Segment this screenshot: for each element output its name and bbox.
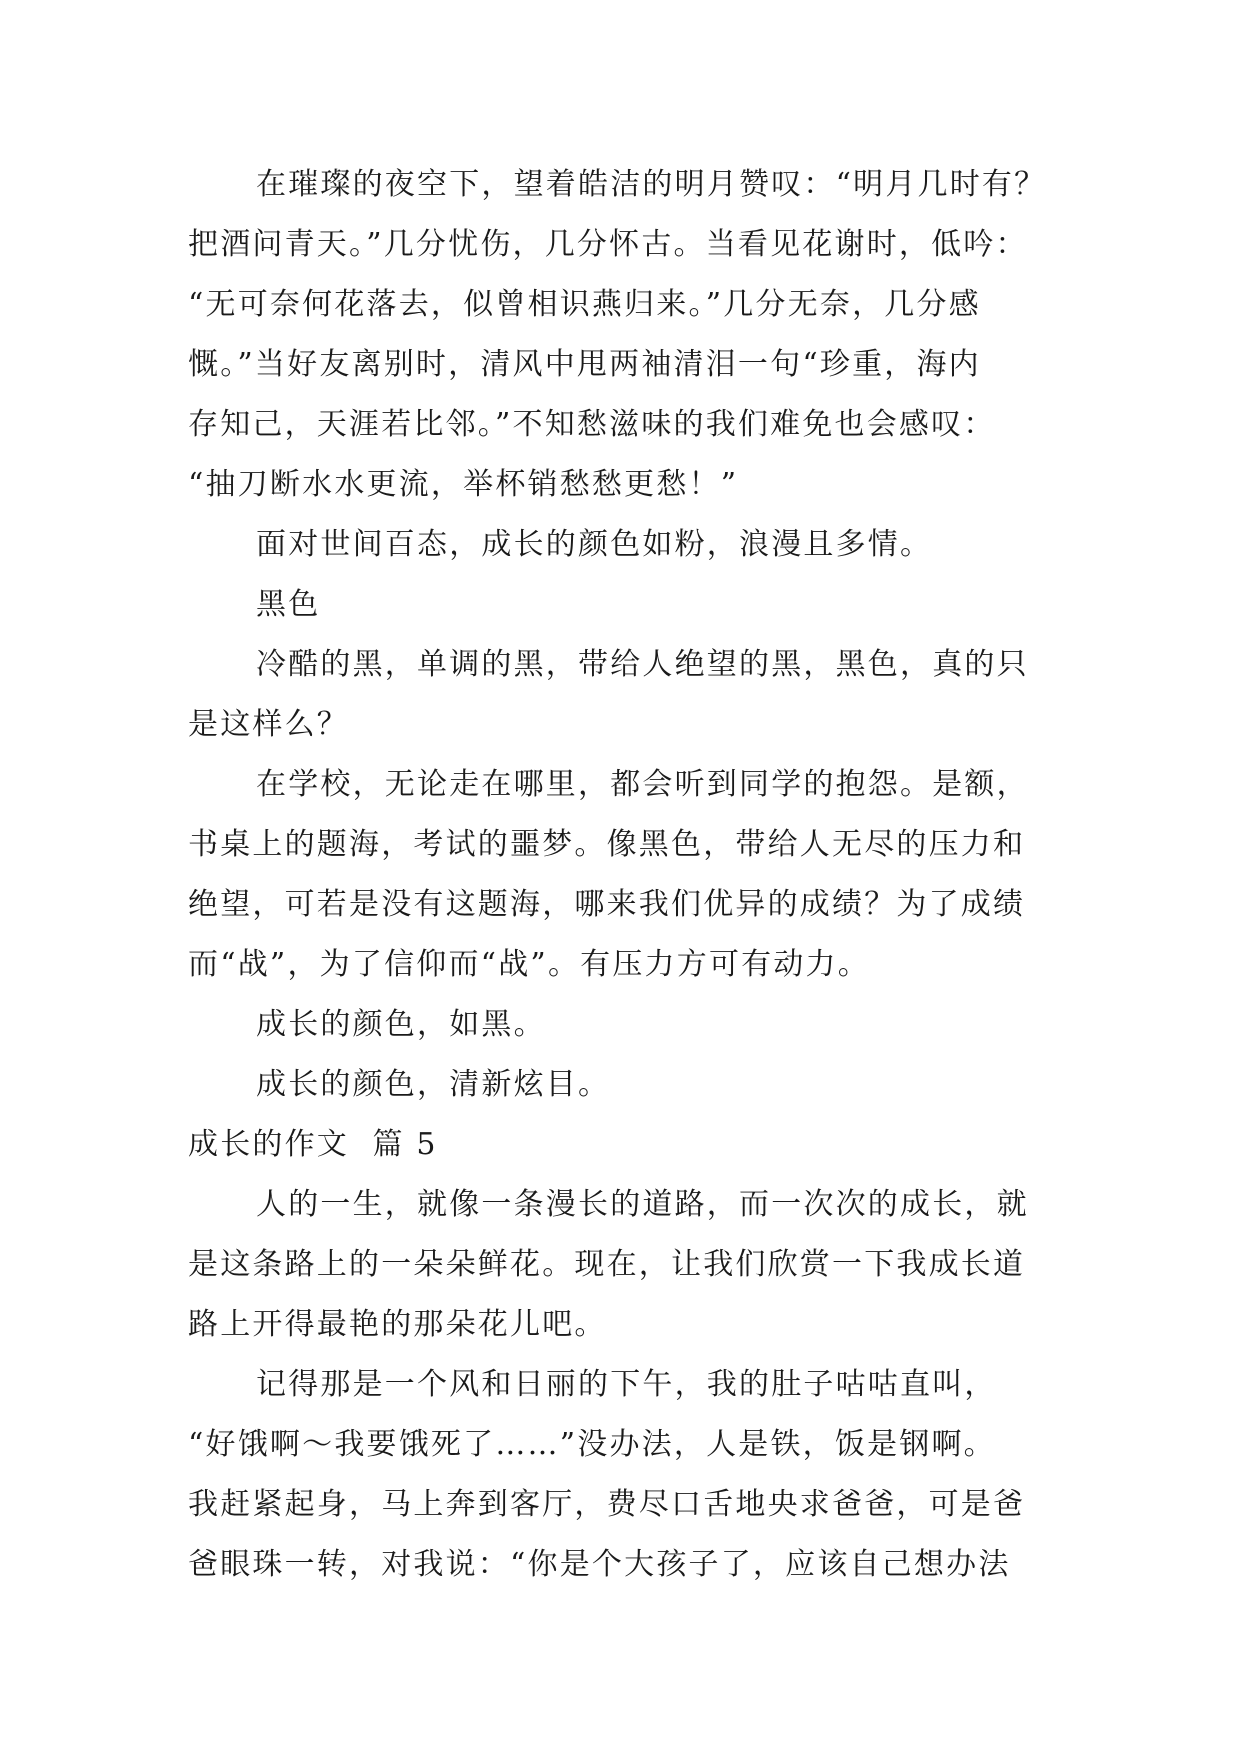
- paragraph-line: 是这条路上的一朵朵鲜花。现在，让我们欣赏一下我成长道: [188, 1247, 1026, 1282]
- paragraph-line: 成长的颜色，清新炫目。: [256, 1067, 611, 1102]
- paragraph-line: 我赶紧起身，马上奔到客厅，费尽口舌地央求爸爸，可是爸: [188, 1487, 1026, 1522]
- paragraph-line: 把酒问青天。”几分忧伤，几分怀古。当看见花谢时，低吟：: [188, 227, 1028, 262]
- paragraph-line: 在璀璨的夜空下，望着皓洁的明月赞叹：“明月几时有？: [256, 167, 1047, 202]
- paragraph-line: 是这样么？: [188, 707, 349, 742]
- section-heading: 黑色: [256, 587, 321, 622]
- paragraph-line: 冷酷的黑，单调的黑，带给人绝望的黑，黑色，真的只: [256, 647, 1029, 682]
- paragraph-line: 存知己，天涯若比邻。”不知愁滋味的我们难免也会感叹：: [188, 407, 996, 442]
- paragraph-line: 爸眼珠一转，对我说：“你是个大孩子了，应该自己想办法: [188, 1547, 1011, 1582]
- paragraph-line: 面对世间百态，成长的颜色如粉，浪漫且多情。: [256, 527, 933, 562]
- paragraph-line: 慨。”当好友离别时，清风中甩两袖清泪一句“珍重，海内: [188, 347, 981, 382]
- paragraph-line: “无可奈何花落去，似曾相识燕归来。”几分无奈，几分感: [188, 287, 981, 322]
- paragraph-line: 成长的颜色，如黑。: [256, 1007, 546, 1042]
- paragraph-line: 在学校，无论走在哪里，都会听到同学的抱怨。是额，: [256, 767, 1029, 802]
- paragraph-line: 记得那是一个风和日丽的下午，我的肚子咕咕直叫，: [256, 1367, 997, 1402]
- paragraph-line: 路上开得最艳的那朵花儿吧。: [188, 1307, 607, 1342]
- paragraph-line: “抽刀断水水更流，举杯销愁愁更愁！”: [188, 467, 739, 502]
- paragraph-line: 人的一生，就像一条漫长的道路，而一次次的成长，就: [256, 1187, 1029, 1222]
- paragraph-line: 书桌上的题海，考试的噩梦。像黑色，带给人无尽的压力和: [188, 827, 1026, 862]
- paragraph-line: 而“战”，为了信仰而“战”。有压力方可有动力。: [188, 947, 870, 982]
- paragraph-line: 绝望，可若是没有这题海，哪来我们优异的成绩？为了成绩: [188, 887, 1026, 922]
- paragraph-line: “好饿啊～我要饿死了……”没办法，人是铁，饭是钢啊。: [188, 1427, 996, 1462]
- article-title: 成长的作文 篇 5: [188, 1127, 438, 1162]
